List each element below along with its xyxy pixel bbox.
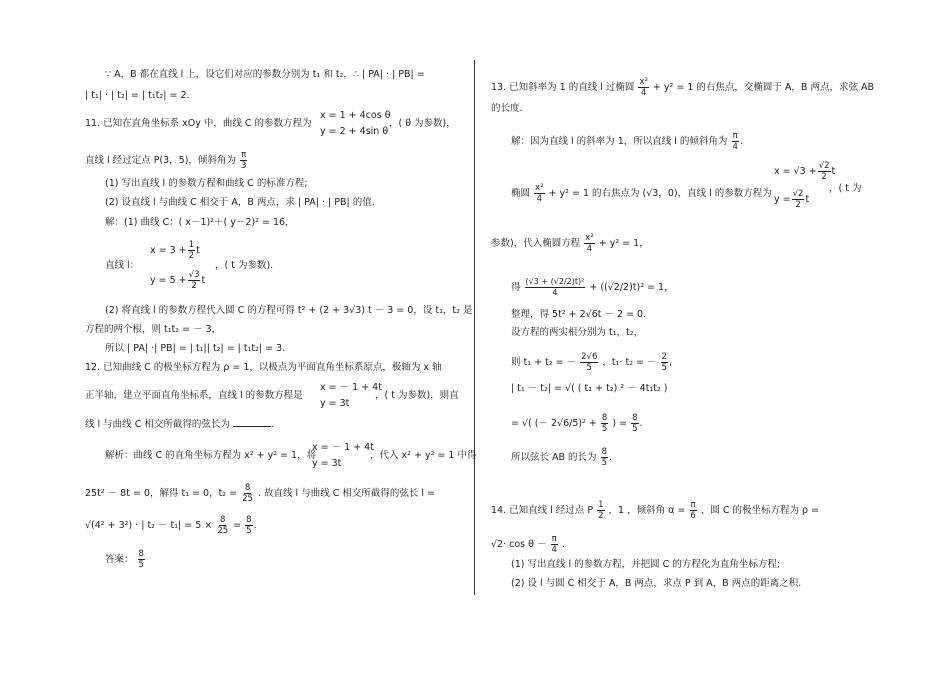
text-line: ∵ A，B 都在直线 l 上，设它们对应的参数分别为 t₁ 和 t₂，∴ | PA| · | PB| =	[105, 69, 425, 80]
answer: 答案： $\frac{8}{5}$	[105, 549, 144, 570]
solution-line: 方程的两个根，则 t₁t₂ = － 3，	[85, 324, 222, 335]
problem-12: 12. 已知曲线 C 的极坐标方程为 ρ = 1，以极点为平面直角坐标系原点，极轴为 x 轴	[85, 362, 442, 373]
text-line: 的长度.	[491, 103, 523, 114]
parametric-system: x = 1 + 4cos θ y = 2 + 4sin θ	[320, 110, 391, 137]
solution-line: 解：(1) 曲线 C：( x－1)²＋( y－2)² = 16，	[105, 217, 295, 228]
solution-line: 椭圆 $\frac{\text{x²}}{4}$ + y² = 1 的右焦点为 (√3，0)，直线 l 的参数方程为	[511, 183, 772, 204]
analysis-line: 解析：曲线 C 的直角坐标方程为 x² + y² = 1，将	[105, 450, 317, 461]
solution-line: 所以弦长 AB 的长为 $\frac{8}{5}$ .	[511, 447, 613, 468]
text-line: ，( θ 为参数)，	[389, 118, 456, 129]
question-2: (2) 设直线 l 与曲线 C 相交于 A，B 两点，求 | PA| · | PB| 的值.	[105, 197, 375, 208]
fraction: $\frac{\pi}{3}$	[240, 150, 247, 171]
solution-line: 所以 | PA| ·| PB| = | t₁|| t₂| = | t₁t₂| = 3.	[105, 343, 286, 354]
text-line: ，( t 为参数).	[215, 260, 274, 271]
question-1: (1) 写出直线 l 的参数方程，并把圆 C 的方程化为直角坐标方程;	[511, 559, 781, 570]
solution-line: 整理，得 5t² + 2√6t － 2 = 0.	[511, 309, 647, 320]
text-line: 线 l 与曲线 C 相交所截得的弦长为 .	[85, 419, 274, 430]
parametric-system: x = － 1 + 4t y = 3t	[320, 382, 382, 409]
parametric-system: x = 3 + $\frac{1}{2}$ t y = 5 + $\frac{√3}{2}$ t	[150, 240, 206, 291]
solution-line: = √( (－ 2√6/5)² + $\frac{8}{5}$ ) = $\frac{8}{5}$ .	[511, 413, 643, 434]
solution-line: 设方程的两实根分别为 t₁，t₂，	[511, 327, 644, 338]
question-2: (2) 设 l 与圆 C 相交于 A，B 两点，求点 P 到 A，B 两点的距离之积.	[511, 578, 802, 589]
solution-line: 参数)，代入椭圆方程 $\frac{\text{x²}}{4}$ + y² = 1，	[491, 233, 649, 254]
parametric-system: x = － 1 + 4t y = 3t	[312, 442, 374, 469]
problem-11-intro: 11. 已知在直角坐标系 xOy 中，曲线 C 的参数方程为	[85, 118, 312, 129]
text-line: 直线 l 经过定点 P(3，5)，倾斜角为 $\frac{\pi}{3}$	[85, 150, 247, 171]
problem-13: 13. 已知斜率为 1 的直线 l 过椭圆 $\frac{\text{x²}}{4}$ + y² = 1 的右焦点，交椭圆于 A，B 两点，求弦 AB	[491, 77, 874, 98]
solution-line: 得 $\frac{\text{(√3 + (√2/2)t)²}}{4}$ + ((√2/2)t)² = 1，	[511, 277, 674, 297]
text-line: ，代入 x² + y² = 1 中得	[370, 450, 477, 461]
text-line: √2· cos θ － $\frac{\pi}{4}$ .	[491, 534, 565, 555]
solution-line: | t₁ － t₂| = √( ( t₁ + t₂) ² － 4t₁t₂ )	[511, 383, 668, 394]
solution-line: √(4² + 3²) · | t₂ － t₁| = 5 × $\frac{8}{25}$ = $\frac{8}{5}$ .	[85, 515, 257, 536]
text-line: 正半轴，建立平面直角坐标系，直线 l 的参数方程是	[85, 390, 303, 401]
solution-line: 25t² － 8t = 0，解得 t₁ = 0，t₂ = $\frac{8}{25}$ . 故直线 l 与曲线 C 相交所截得的弦长 l =	[85, 483, 436, 504]
text-line: 直线 l：	[105, 260, 140, 271]
problem-14: 14. 已知直线 l 经过点 P $\frac{1}{2}$ ，1 ，倾斜角 α = $\frac{\pi}{6}$ ，圆 C 的极坐标方程为 ρ =	[491, 500, 820, 521]
solution-line: (2) 将直线 l 的参数方程代入圆 C 的方程可得 t² + (2 + 3√3) t － 3 = 0，设 t₁，t₂ 是	[105, 305, 473, 316]
column-divider	[474, 60, 475, 595]
parametric-system: x = √3 + $\frac{√2}{2}$ t y = $\frac{√2}{2}$ t	[774, 161, 836, 210]
question-1: (1) 写出直线 l 的参数方程和曲线 C 的标准方程;	[105, 178, 308, 189]
answer-blank	[233, 418, 271, 427]
solution-line: 则 t₁ + t₂ = － $\frac{2√6}{5}$ ，t₁· t₂ = － $\frac{2}{5}$ ,	[511, 352, 672, 373]
text-line: | t₁| · | t₂| = | t₁t₂| = 2.	[85, 90, 190, 101]
text-line: ，( t 为参数)，则直	[375, 390, 459, 401]
text-line: ，( t 为	[829, 183, 862, 194]
solution-line: 解：因为直线 l 的斜率为 1，所以直线 l 的倾斜角为 $\frac{\pi}{4}$ .	[511, 131, 743, 152]
